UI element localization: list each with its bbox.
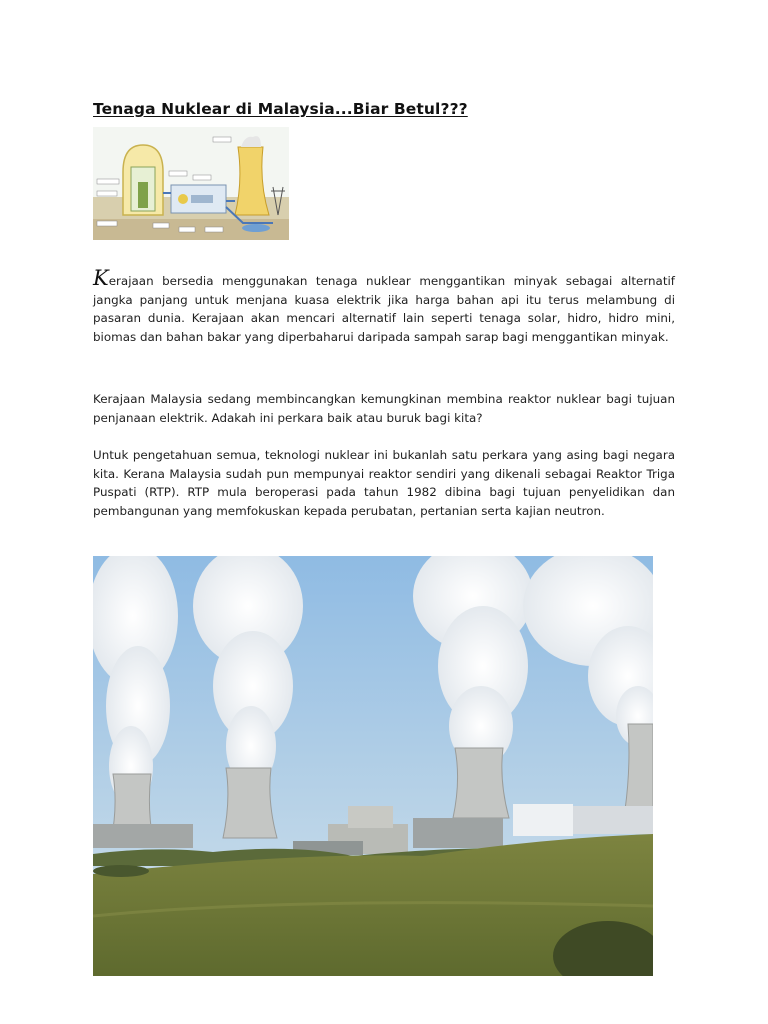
- drop-cap: K: [93, 266, 109, 290]
- article-title: Tenaga Nuklear di Malaysia...Biar Betul???: [93, 100, 468, 118]
- paragraph-1-text: erajaan bersedia menggunakan tenaga nuklear menggantikan minyak sebagai alternatif jangka panjang untuk menjana kuasa elektrik jika harga bahan api itu terus melambung di pasaran dunia. Kerajaan akan mencari alternatif lain seperti tenaga solar, hidro, hidro mini, biomas dan bahan bakar yang diperbaharui daripada sampah sarap bagi menggantikan minyak.: [93, 274, 675, 344]
- paragraph-3: Untuk pengetahuan semua, teknologi nuklear ini bukanlah satu perkara yang asing bagi negara kita. Kerana Malaysia sudah pun mempunyai reaktor sendiri yang dikenali sebagai Reaktor Triga Puspati (RTP). RTP mula beroperasi pada tahun 1982 dibina bagi tujuan penyelidikan dan pembangunan yang memfokuskan kepada perubatan, pertanian serta kajian neutron.: [93, 448, 675, 518]
- cooling-towers-photo: [93, 556, 653, 976]
- paragraph-1: [93, 266, 675, 346]
- paragraph-2: Kerajaan Malaysia sedang membincangkan kemungkinan membina reaktor nuklear bagi tujuan penjanaan elektrik. Adakah ini perkara baik atau buruk bagi kita?: [93, 392, 675, 425]
- nuclear-plant-diagram: [93, 127, 289, 240]
